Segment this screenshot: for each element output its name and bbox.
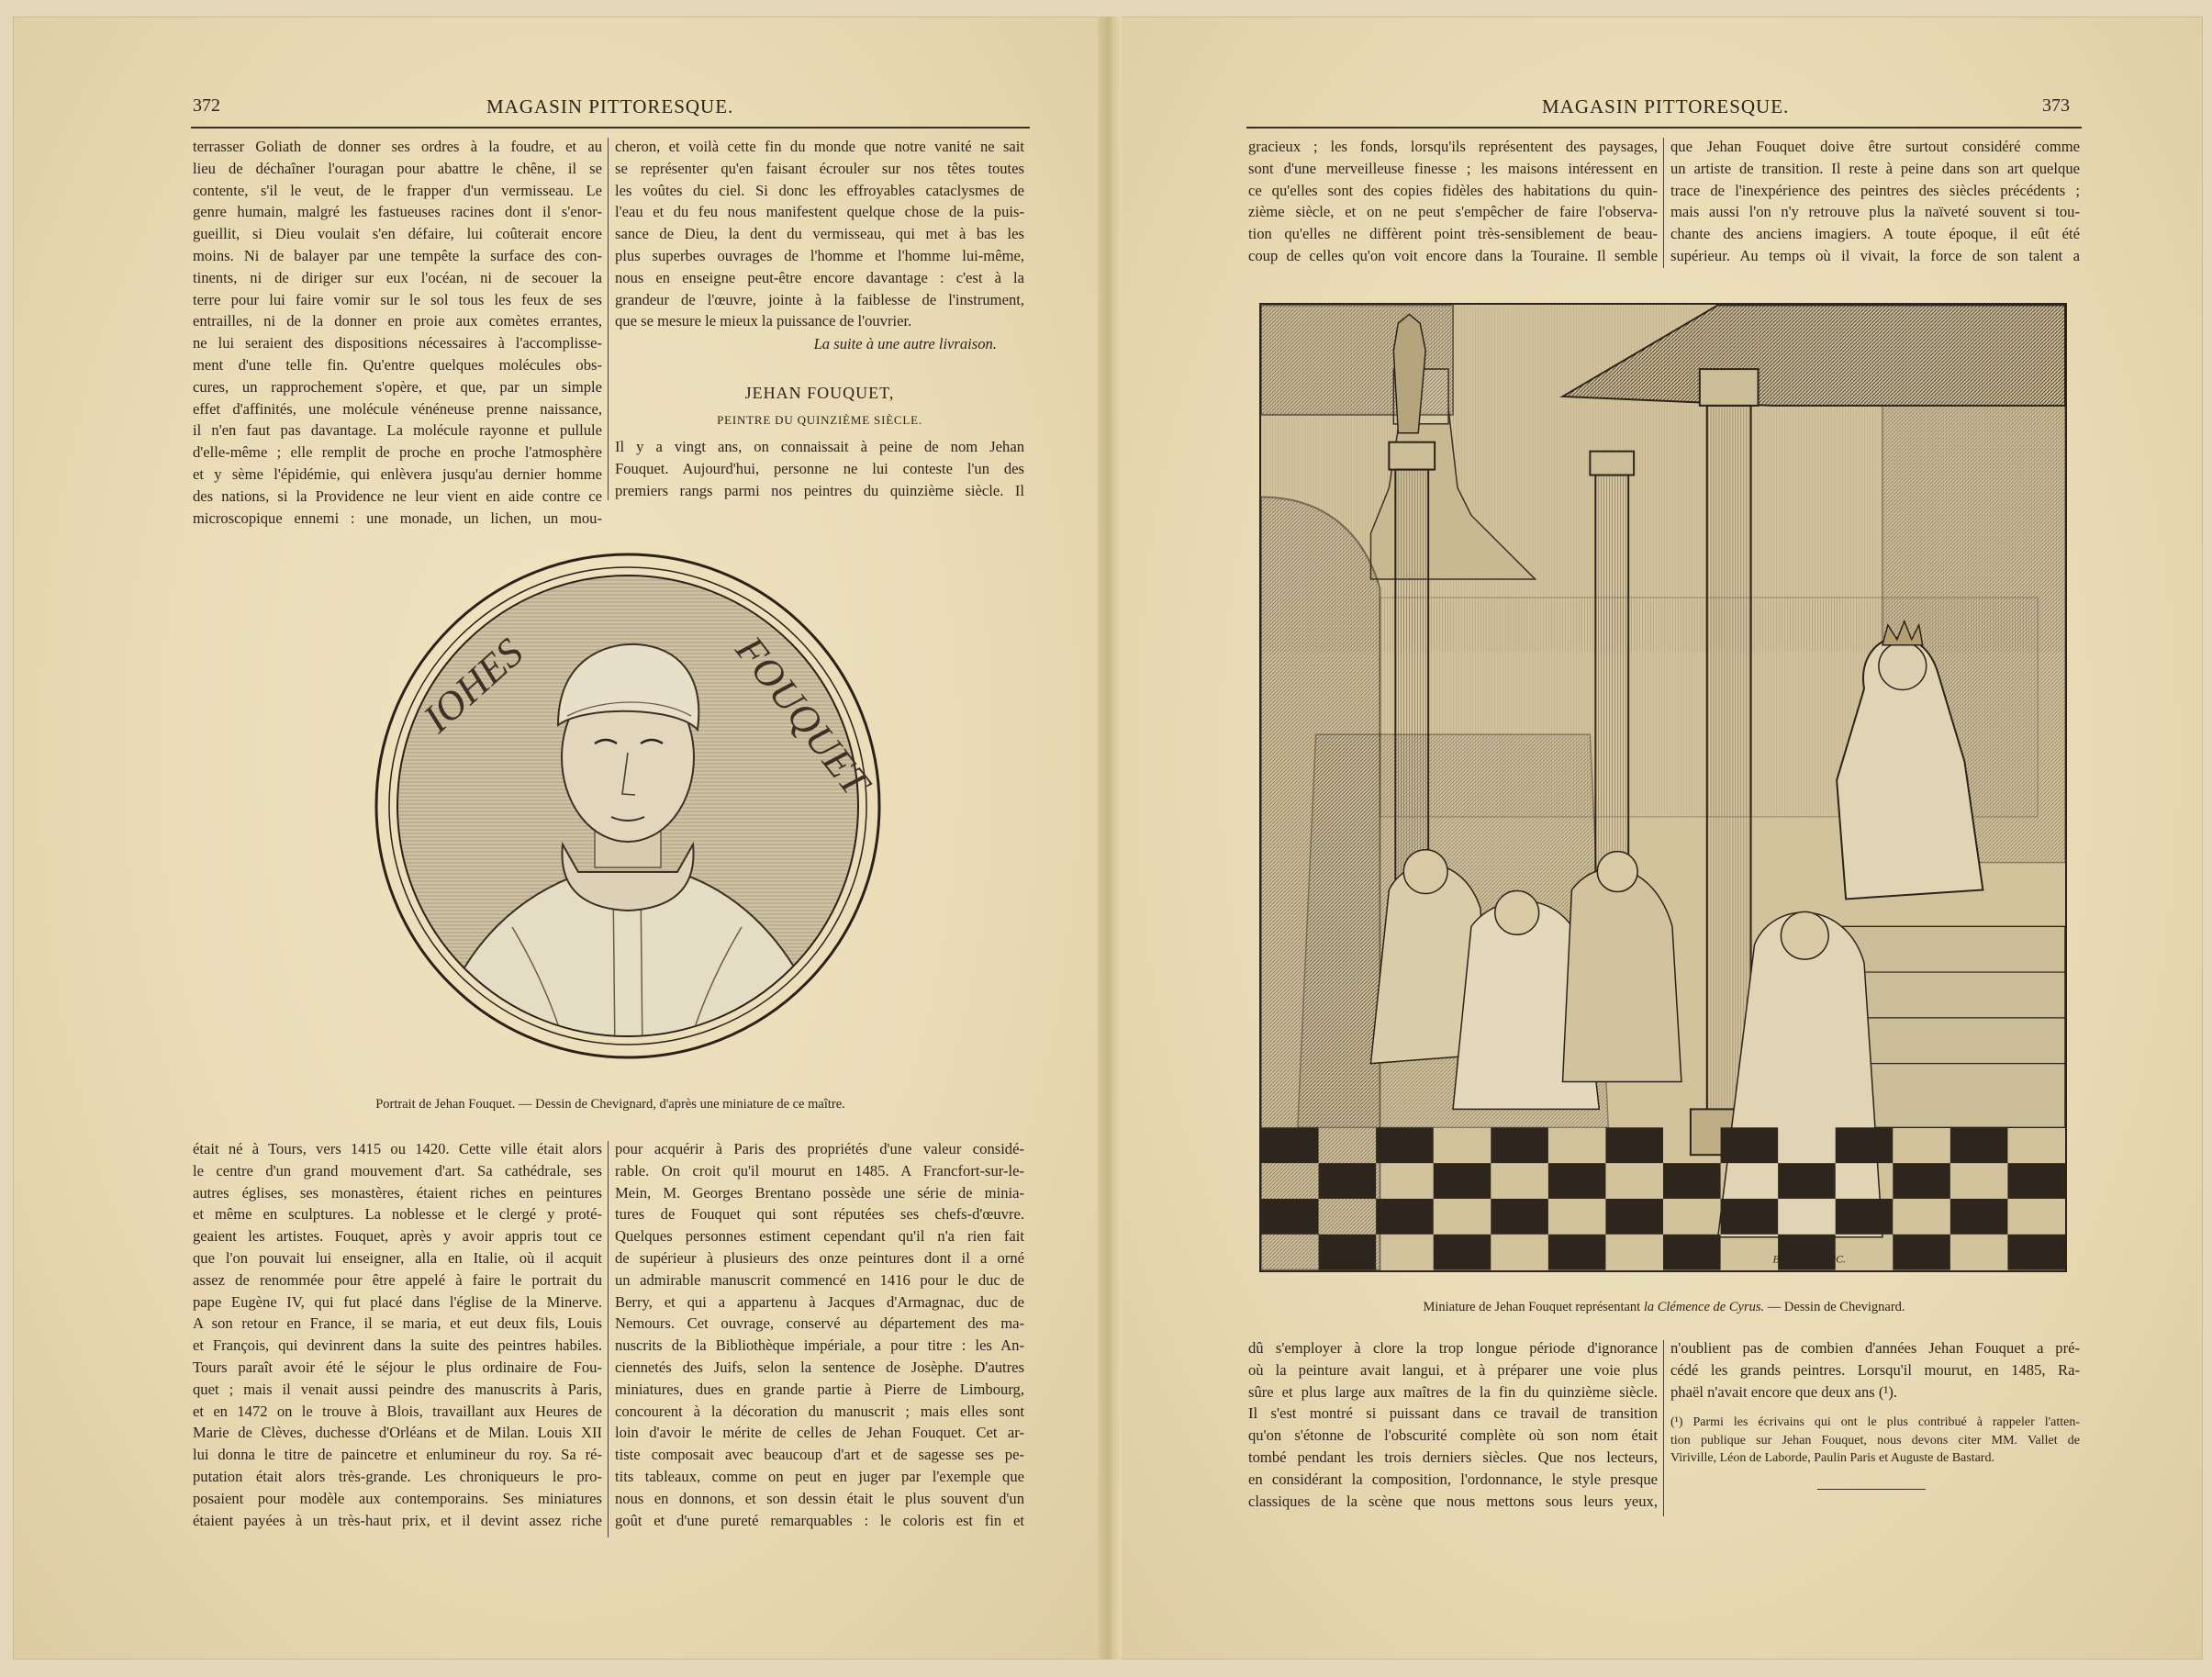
floor-tile [1663, 1235, 1721, 1270]
floor-tile [1721, 1199, 1779, 1235]
article-subtitle: PEINTRE DU QUINZIÈME SIÈCLE. [717, 413, 922, 427]
text-line: et François, qui devinrent dans la suite des peintres habiles. [193, 1336, 602, 1355]
floor-tile [1434, 1163, 1491, 1199]
engraving-caption: Miniature de Jehan Fouquet représentant la Clémence de Cyrus. — Dessin de Chevignard. [1423, 1300, 1905, 1314]
column-divider [608, 1141, 609, 1537]
text-line: ne lui seraient des dispositions nécessaires à l'accomplisse- [193, 334, 602, 352]
text-line: nous en donnons, et son dessin était le plus souvent d'un [615, 1489, 1024, 1507]
text-line: des nations, si la Providence ne leur vient en aide contre ce [193, 486, 602, 505]
text-line: tinents, ni de diriger sur eux l'océan, ni de secouer la [193, 268, 602, 286]
text-line: cédé les grands peintres. Lorsqu'il mourut, en 1485, Ra- [1670, 1360, 2080, 1379]
column-divider [1663, 138, 1664, 268]
text-line: et en 1472 on le trouve à Blois, travaillant aux Heures de [193, 1402, 602, 1420]
text-line: cures, un rapprochement s'opère, et que, par un simple [193, 377, 602, 396]
text-line: autres églises, ses monastères, étaient riches en peintures [193, 1183, 602, 1202]
portrait-medallion [374, 542, 881, 1076]
engraver-signature: BERTRAND SC. [1772, 1252, 1847, 1266]
text-line: plus superbes ouvrages de l'homme et l'homme lui-même, [615, 246, 1024, 264]
text-line: était né à Tours, vers 1415 ou 1420. Cette ville était alors [193, 1140, 602, 1157]
page-number-left: 372 [193, 95, 220, 116]
text-line: Nemours. Cet ouvrage, conservé au département des ma- [615, 1314, 1024, 1333]
text-line: loin d'avoir le mérite de celles de Jehan Fouquet. Cet ar- [615, 1424, 1024, 1442]
text-line: Fouquet. Aujourd'hui, personne ne lui conteste l'un des [615, 459, 1024, 477]
text-line: ciennetés des Juifs, selon la sentence de Josèphe. D'autres [615, 1358, 1024, 1376]
text-line: sance de Dieu, la dent du vermisseau, qui met à bas les [615, 225, 1024, 243]
text-line: tures de Fouquet qui sont réputées ses chefs-d'œuvre. [615, 1205, 1024, 1224]
text-line: terre pour lui faire vomir sur le sol tous les feux de ses [193, 290, 602, 308]
text-line: putation était alors très-grande. Les chroniqueurs le pro- [193, 1467, 602, 1485]
text-line: grandeur de l'œuvre, jointe à la faiblesse de l'instrument, [615, 290, 1024, 308]
text-line: sûre et plus large aux maîtres de la fin du quinzième siècle. [1248, 1382, 1658, 1401]
continuation-note: La suite à une autre livraison. [813, 335, 997, 352]
header-rule-right [1246, 127, 2082, 129]
floor-tile [1261, 1199, 1319, 1235]
text-line: de supérieur à plusieurs des onze peintures dont il a orné [615, 1248, 1024, 1267]
text-line: nous en enseigne peut-être encore davantage : c'est à la [615, 268, 1024, 286]
text-line: premiers rangs parmi nos peintres du quinzième siècle. Il [615, 481, 1024, 499]
floor-tile [1261, 1127, 1319, 1163]
floor-tile [1663, 1163, 1721, 1199]
floor-tile [1950, 1199, 2008, 1235]
text-line: cheron, et voilà cette fin du monde que notre vanité ne sait [615, 138, 1024, 155]
footnote-line: Viriville, Léon de Laborde, Paulin Paris et Auguste de Bastard. [1670, 1451, 1994, 1465]
text-line: il n'en faut pas davantage. La molécule rayonne et pullule [193, 421, 602, 440]
left-top-column-1 [193, 136, 602, 529]
floor-tile [1836, 1199, 1894, 1235]
floor-tile [1950, 1127, 2008, 1163]
floor-tile [1548, 1163, 1606, 1199]
text-line: lui donna le titre de paincetre et enlumineur du roy. Sa ré- [193, 1446, 602, 1464]
text-line: que se mesure le mieux la puissance de l'ouvrier. [615, 312, 912, 330]
text-line: goût et d'une pureté remarquables : le coloris est fin et [615, 1511, 1024, 1529]
text-line: tits tableaux, comme on peut en juger par l'exemple que [615, 1467, 1024, 1485]
footnote-line: (¹) Parmi les écrivains qui ont le plus contribué à rappeler l'atten- [1670, 1415, 2080, 1429]
text-line: contente, s'il le veut, de le frapper d'un vermisseau. Le [193, 181, 602, 199]
left-top-column-2 [615, 136, 1024, 332]
portrait-caption: Portrait de Jehan Fouquet. — Dessin de Chevignard, d'après une miniature de ce maître. [375, 1097, 845, 1112]
floor-tile [1605, 1127, 1663, 1163]
text-line: et y sème l'épidémie, qui enlèvera jusqu'au dernier homme [193, 464, 602, 483]
article-title: JEHAN FOUQUET, [744, 384, 895, 402]
text-line: quet ; mais il venait aussi peindre des manuscrits à Paris, [193, 1380, 602, 1398]
footnote-end-rule [1817, 1489, 1926, 1490]
text-line: miniatures, dues en grande partie à Pierre de Limbourg, [615, 1380, 1024, 1398]
text-line: un admirable manuscrit commencé en 1416 pour le duc de [615, 1270, 1024, 1289]
text-line: moins. Ni de balayer par une tempête la surface des con- [193, 246, 602, 264]
text-line: ce qu'elles sont des copies fidèles des habitations du quin- [1248, 181, 1658, 199]
text-line: que l'on pouvait lui enseigner, alla en Italie, où il acquit [193, 1248, 602, 1267]
right-bottom-column-1 [1248, 1337, 1658, 1512]
text-line: chante des anciens imagiers. A toute époque, il eût été [1670, 225, 2080, 243]
text-line: le centre d'un grand mouvement d'art. Sa cathédrale, ses [193, 1161, 602, 1179]
text-line: tiste composait avec beaucoup d'art et de sagesse ses pe- [615, 1446, 1024, 1464]
text-line: un artiste de transition. Il reste à peine dans son art quelque [1670, 159, 2080, 177]
text-line: zième siècle, et on ne peut s'empêcher de faire l'observa- [1248, 203, 1658, 221]
text-line: tombé pendant les trois derniers siècles. Que nos lecteurs, [1248, 1448, 1658, 1466]
text-line: gueillit, si Dieu voulait s'en défaire, lui coûterait encore [193, 225, 602, 243]
right-bottom-column-2 [1670, 1337, 2080, 1403]
text-line: l'eau et du feu nous manifestent quelque chose de la puis- [615, 203, 1024, 221]
text-line: genre humain, malgré les fastueuses racines dont il s'enor- [193, 203, 602, 221]
floor-tile [1434, 1235, 1491, 1270]
text-line: concourent à la décoration du manuscrit ; mais elles sont [615, 1402, 1024, 1420]
text-line: entrailles, ni de la donner en proie aux comètes errantes, [193, 312, 602, 330]
medal-inscription-right: FOUQUET [727, 627, 879, 804]
floor-tile [1893, 1163, 1950, 1199]
running-head-right: MAGASIN PITTORESQUE. [1542, 95, 1790, 117]
center-fold [1098, 17, 1122, 1660]
text-line: qu'on s'étonne de l'obscurité complète où son nom était [1248, 1426, 1658, 1445]
cyrus-clemency-engraving [1259, 303, 2067, 1272]
text-line: A son retour en France, il se maria, et eut deux fils, Louis [193, 1314, 602, 1333]
text-line: Il y a vingt ans, on connaissait à peine de nom Jehan [615, 438, 1024, 455]
text-line: étaient payées à un très-haut prix, et il devint assez riche [193, 1511, 602, 1529]
text-line: en considérant la composition, l'ordonnance, le style presque [1248, 1470, 1658, 1488]
text-line: sont d'une merveilleuse finesse ; les maisons intéressent en [1248, 159, 1658, 177]
text-line: que Jehan Fouquet doive être surtout considéré comme [1670, 138, 2080, 155]
text-line: rable. On croit qu'il mourut en 1485. A Francfort-sur-le- [615, 1161, 1024, 1179]
text-line: pour acquérir à Paris des propriétés d'une valeur considé- [615, 1140, 1024, 1157]
text-line: effet d'affinités, une molécule vénéneuse prenne naissance, [193, 399, 602, 418]
floor-tile [1491, 1199, 1548, 1235]
column-divider [608, 138, 609, 500]
text-line: microscopique ennemi : une monade, un lichen, un mou- [193, 509, 602, 527]
text-line: Il s'est montré si puissant dans ce travail de transition [1248, 1404, 1658, 1423]
floor-tile [1376, 1127, 1434, 1163]
text-line: supérieur. Au temps où il vivait, la force de son talent a [1670, 246, 2080, 264]
floor-tile [1376, 1199, 1434, 1235]
left-bottom-column-2 [615, 1138, 1024, 1531]
text-line: nuscrits de la Bibliothèque impériale, a pour titre : les An- [615, 1336, 1024, 1355]
text-line: Berry, et qui a appartenu à Jacques d'Armagnac, duc de [615, 1292, 1024, 1311]
text-line: gracieux ; les fonds, lorsqu'ils représentent des paysages, [1248, 138, 1658, 155]
text-line: trace de l'inexpérience des peintres des siècles précédents ; [1670, 181, 2080, 199]
floor-tile [1778, 1163, 1836, 1199]
text-line: où la peinture avait langui, et à préparer une voie plus [1248, 1360, 1658, 1379]
floor-tile [1491, 1127, 1548, 1163]
text-line: dû s'employer à clore la trop longue période d'ignorance [1248, 1339, 1658, 1357]
column-divider [1663, 1340, 1664, 1516]
right-top-column-2 [1670, 136, 2080, 267]
text-line: assez de renommée pour être appelé à faire le portrait du [193, 1270, 602, 1289]
text-line: coup de celles qu'on voit encore dans la Touraine. Il semble [1248, 246, 1658, 264]
text-line: Tours paraît avoir été le séjour le plus ordinaire de Fou- [193, 1358, 602, 1376]
text-line: phaël n'avait encore que deux ans (¹). [1670, 1382, 1898, 1401]
text-line: ment d'une telle fin. Qu'entre quelques molécules obs- [193, 355, 602, 374]
text-line: terrasser Goliath de donner ses ordres à la foudre, et au [193, 138, 602, 155]
text-line: Quelques personnes estiment cependant qu'il n'a rien fait [615, 1227, 1024, 1246]
text-line: n'oublient pas de combien d'années Jehan Fouquet a pré- [1670, 1339, 2080, 1357]
floor-tile [1548, 1235, 1606, 1270]
floor-tile [1605, 1199, 1663, 1235]
text-line: Marie de Clèves, duchesse d'Orléans et de Milan. Louis XII [193, 1424, 602, 1442]
text-line: mais aussi l'on n'y retrouve plus la naïveté souvent si tou- [1670, 203, 2080, 221]
text-line: se représenter qu'en faisant écrouler sur nos têtes toutes [615, 159, 1024, 177]
floor-tile [1319, 1163, 1377, 1199]
floor-tile [1319, 1235, 1377, 1270]
text-line: les voûtes du ciel. Si donc les effroyables cataclysmes de [615, 181, 1024, 199]
article-intro [615, 436, 1024, 501]
text-line: Mein, M. Georges Brentano possède une série de minia- [615, 1183, 1024, 1202]
header-rule-left [191, 127, 1030, 129]
text-line: lieu de déchaîner l'ouragan pour abattre le chêne, il se [193, 159, 602, 177]
text-line: d'elle-même ; elle remplit de proche en proche l'atmosphère [193, 443, 602, 462]
medal-inscription-left: IOHES [414, 629, 532, 742]
floor-tile [2007, 1235, 2065, 1270]
footnote-line: tion publique sur Jehan Fouquet, nous devons citer MM. Vallet de [1670, 1433, 2080, 1448]
right-top-column-1 [1248, 136, 1658, 267]
floor-tile [2007, 1163, 2065, 1199]
running-head-left: MAGASIN PITTORESQUE. [486, 95, 734, 117]
text-line: classiques de la scène que nous mettons sous leurs yeux, [1248, 1492, 1658, 1510]
text-line: pape Eugène IV, qui fut placé dans l'église de la Minerve. [193, 1292, 602, 1311]
text-line: tion qu'elles ne diffèrent point très-sensiblement de beau- [1248, 225, 1658, 243]
left-bottom-column-1 [193, 1138, 602, 1531]
floor-tile [1893, 1235, 1950, 1270]
text-line: posaient pour modèle aux contemporains. Ses miniatures [193, 1489, 602, 1507]
page-number-right: 373 [2042, 95, 2070, 116]
floor-tile [1836, 1127, 1894, 1163]
text-line: et même en sculptures. La noblesse et le clergé y proté- [193, 1205, 602, 1224]
footnote [1670, 1414, 2080, 1468]
floor-tile [1721, 1127, 1779, 1163]
text-line: geaient les artistes. Fouquet, après y avoir appris tout ce [193, 1227, 602, 1246]
